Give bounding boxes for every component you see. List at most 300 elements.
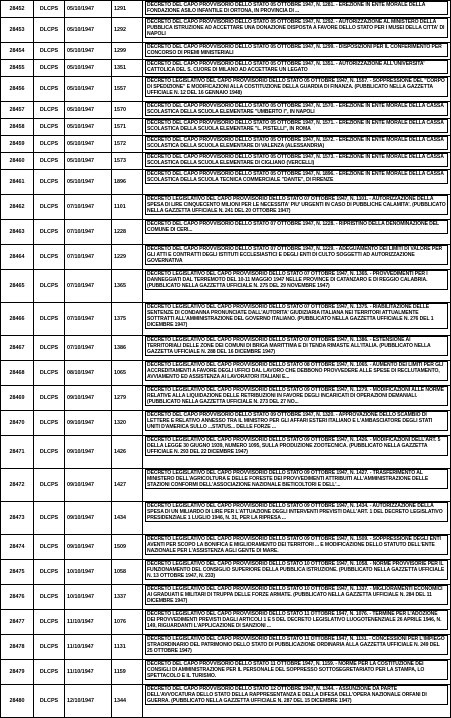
decree-description-cell [143,585,451,610]
decree-number-cell [1,535,34,560]
decree-register-body [1,1,451,718]
decree-type-text: DLCPS [39,179,59,185]
decree-description-text: DECRETO LEGISLATIVO DEL CAPO PROVVISORIO DELLO STATO 11 OTTOBRE 1947, N. 1076. - TERMINE PER L'ADOZIONE DEI PROVVEDIMENTI PREVISTI DAGLI ARTICOLI 1 E 5 DEL DECRETO LEGISLATIVO LUOGOTENENZIALE 26 APRILE 1946, N. 149, RIGUARDANTI L'APPLICAZIONE DI SANZIONI ... [145,610,448,630]
decree-type-cell [34,102,65,119]
decree-act-number-text: 1427 [114,482,126,488]
decree-act-number-text: 1557 [114,86,126,92]
decree-number-text: 28453 [9,27,25,33]
decree-act-number-text: 1896 [114,179,126,185]
decree-description-text: DECRETO DEL CAPO PROVVISORIO DELLO STATO 12 OTTOBRE 1947, N. 1344. - ASSUNZIONE DA PARTE DELL'AVVOCATURA DELLO STATO DELLA RAPPRESENTANZA E DELLA DIFESA DELL'OPERA NAZIONALE ORFANI DI GUERRA. (PUBBLICATO NELLA GAZZETTA UFFICIALE N. 287 DEL 15 DICEMBRE 1947) [145,685,448,705]
decree-date-cell [65,336,112,361]
decree-description-text: DECRETO LEGISLATIVO DEL CAPO PROVVISORIO DELLO STATO 09 OTTOBRE 1947, N. 1434. - AUTORIZZAZIONE DELLA SPESA DI UN MILIARDO DI LIRE PER L'ATTUAZIONE DEGLI INTERVENTI PREVISTI DALL'ART. 1 DEL DECRETO LEGISLATIVO PRESIDENZIALE 1 LUGLIO 1946, N. 31, PER LA RIPRESA ... [145,502,448,522]
decree-date-cell [65,535,112,560]
decree-description-cell [143,270,451,303]
decree-date-cell [65,77,112,102]
decree-number-text: 28479 [9,669,25,675]
table-row [1,220,451,245]
decree-description-cell [143,469,451,502]
decree-type-text: DLCPS [39,229,59,235]
decree-date-cell [65,170,112,195]
decree-number-text: 28464 [9,254,25,260]
decree-number-text: 28455 [9,65,25,71]
decree-act-number-text: 1337 [114,594,126,600]
table-row [1,685,451,718]
decree-date-text: 05/10/1947 [67,48,94,54]
decree-act-number-text: 1344 [114,698,126,704]
decree-number-text: 28462 [9,204,25,210]
decree-date-text: 09/10/1947 [67,482,94,488]
table-row [1,136,451,153]
decree-act-number-text: 1228 [114,229,126,235]
decree-act-number-text: 1065 [114,370,126,376]
decree-description-text: DECRETO LEGISLATIVO DEL CAPO PROVVISORIO DELLO STATO 10 OTTOBRE 1947, N. 1058. - NORME PROVVISORIE PER IL FUNZIONAMENTO DEL CONSIGLIO SUPERIORE DELLA PUBBLICA ISTRUZIONE. (PUBBLICATO NELLA GAZZETTA UFFICIALE N. 13 OTTOBRE 1947, N. 233) [145,560,448,580]
decree-number-text: 28476 [9,594,25,600]
decree-number-cell [1,102,34,119]
decree-description-text: DECRETO LEGISLATIVO DEL CAPO PROVVISORIO DELLO STATO 08 OTTOBRE 1947, N. 1065. - AUMENTO DEI LIMITI PER GLI ACCREDITAMENTI A FAVORE DEGLI UFFICI DAL LAVORO CHE DEBBONO PROVVEDERE ALLE SPESE DI RECLUTAMENTO, AVVIAMENTO ED ASSISTENZA AI LAVORATORI ITALIANI E... [145,361,448,381]
decree-type-cell [34,270,65,303]
decree-type-cell [34,436,65,469]
decree-number-cell [1,560,34,585]
decree-type-cell [34,153,65,170]
decree-type-text: DLCPS [39,254,59,260]
decree-act-number-cell [112,245,143,270]
decree-description-cell [143,436,451,469]
decree-act-number-cell [112,136,143,153]
decree-number-text: 28465 [9,283,25,289]
decree-date-cell [65,560,112,585]
decree-description-cell [143,153,451,170]
decree-description-text: DECRETO LEGISLATIVO DEL CAPO PROVVISORIO DELLO STATO 09 OTTOBRE 1947, N. 1426. - MODIFICAZIONI DELL'ART. 5 DELLA LEGGE 30 GIUGNO 1939, NUMERO 1095, SULLA PRODUZIONE ZOOTECNICA. (PUBBLICATO NELLA GAZZETTA UFFICIALE N. 293 DEL 22 DICEMBRE 1947) [145,436,448,456]
decree-act-number-cell [112,195,143,220]
decree-act-number-text: 1386 [114,345,126,351]
decree-type-text: DLCPS [39,345,59,351]
decree-description-text: DECRETO LEGISLATIVO DEL CAPO PROVVISORIO DELLO STATO 07 OTTOBRE 1947, N. 1101. - AUTORIZZAZIONE DELLA SPESA DI LIRE CINQUECENTO MILIONI PER LE NECESSITA' PIU' URGENTI IN CASO DI PUBBLICHE CALAMITA'. (PUBBLICATO NELLA GAZZETTA UFFICIALE N. 241 DEL 20 OTTOBRE 1947) [145,195,448,215]
table-row [1,585,451,610]
decree-date-text: 05/10/1947 [67,107,94,113]
decree-type-cell [34,303,65,336]
decree-type-text: DLCPS [39,204,59,210]
decree-date-cell [65,195,112,220]
decree-number-cell [1,195,34,220]
decree-act-number-cell [112,469,143,502]
decree-type-cell [34,220,65,245]
decree-description-cell [143,195,451,220]
table-row [1,436,451,469]
decree-date-cell [65,469,112,502]
decree-date-cell [65,136,112,153]
decree-description-text: DECRETO DEL CAPO PROVVISORIO DELLO STATO 07 OTTOBRE 1947, N. 1228. - RIPRISTINO DELLA DENOMINAZIONE DEL COMUNE DI CERI... [145,220,448,234]
decree-description-text: DECRETO DEL CAPO PROVVISORIO DELLO STATO 05 OTTOBRE 1947, N. 1571. - EREZIONE IN ENTE MORALE DELLA CASSA SCOLASTICA DELLA SCUOLA ELEMENTARE "L. PISTELLI", IN ROMA [145,119,448,133]
decree-type-cell [34,136,65,153]
decree-type-text: DLCPS [39,107,59,113]
decree-act-number-text: 1351 [114,65,126,71]
decree-act-number-cell [112,361,143,386]
decree-number-cell [1,1,34,18]
decree-number-text: 28467 [9,345,25,351]
decree-description-text: DECRETO LEGISLATIVO DEL CAPO PROVVISORIO DELLO STATO 09 OTTOBRE 1947, N. 1279. - MODIFICAZIONI ALLE NORME RELATIVE ALLA LIQUIDAZIONE DELLE RETRIBUZIONI IN FAVORE DEGLI INCARICATI DI OPERAZIONI DEMANIALI. (PUBBLICATO NELLA GAZZETTA UFFICIALE N. 273 DEL 27 NO... [145,386,448,406]
decree-date-text: 09/10/1947 [67,449,94,455]
table-row [1,610,451,635]
decree-type-text: DLCPS [39,449,59,455]
decree-number-cell [1,60,34,77]
decree-number-cell [1,153,34,170]
decree-act-number-cell [112,502,143,535]
decree-number-cell [1,386,34,411]
decree-number-text: 28474 [9,544,25,550]
table-row [1,102,451,119]
decree-number-cell [1,469,34,502]
decree-date-cell [65,386,112,411]
decree-type-text: DLCPS [39,27,59,33]
decree-date-cell [65,585,112,610]
decree-number-text: 28459 [9,141,25,147]
decree-description-cell [143,386,451,411]
decree-act-number-text: 1426 [114,449,126,455]
decree-number-cell [1,660,34,685]
decree-act-number-text: 1570 [114,107,126,113]
decree-date-cell [65,685,112,718]
decree-type-text: DLCPS [39,48,59,54]
decree-date-cell [65,361,112,386]
decree-description-text: DECRETO DEL CAPO PROVVISORIO DELLO STATO 05 OTTOBRE 1947, N. 1299. - DISPOSIZIONI PER IL CONFERIMENTO PER CONCORSO DI PREMI MINISTERIALI [145,43,448,57]
decree-date-text: 07/10/1947 [67,345,94,351]
decree-number-text: 28457 [9,107,25,113]
decree-act-number-cell [112,43,143,60]
decree-type-text: DLCPS [39,515,59,521]
decree-type-cell [34,170,65,195]
decree-type-cell [34,60,65,77]
decree-type-cell [34,469,65,502]
decree-date-cell [65,635,112,660]
decree-description-text: DECRETO DEL CAPO PROVVISORIO DELLO STATO 05 OTTOBRE 1947, N. 1572. - EREZIONE IN ENTE MORALE DELLA CASSA SCOLASTICA DELLA SCUOLA ELEMENTARE DI VALENZA (ALESSANDRIA) [145,136,448,150]
decree-number-text: 28478 [9,644,25,650]
decree-date-cell [65,43,112,60]
table-row [1,560,451,585]
decree-date-cell [65,18,112,43]
decree-act-number-text: 1076 [114,619,126,625]
decree-description-cell [143,660,451,685]
decree-number-cell [1,361,34,386]
decree-description-text: DECRETO LEGISLATIVO DEL CAPO PROVVISORIO DELLO STATO 11 OTTOBRE 1947, N. 1131. - CONCESSIONI PER L'IMPIEGO STRAORDINARIO DEL PATRIMONIO DELLO STATO DI PUBBLICAZIONE ORDINARIA ALLA GAZZETTA UFFICIALE N. 249 DEL 25 OTTOBRE 1947) [145,635,448,655]
decree-type-cell [34,119,65,136]
decree-act-number-cell [112,303,143,336]
decree-act-number-cell [112,336,143,361]
decree-number-text: 28473 [9,515,25,521]
table-row [1,18,451,43]
decree-date-text: 08/10/1947 [67,370,94,376]
decree-type-text: DLCPS [39,420,59,426]
decree-description-cell [143,18,451,43]
table-row [1,77,451,102]
decree-type-text: DLCPS [39,86,59,92]
decree-date-cell [65,436,112,469]
table-row [1,502,451,535]
decree-number-cell [1,119,34,136]
decree-number-text: 28454 [9,48,25,54]
decree-act-number-cell [112,411,143,436]
decree-act-number-text: 1291 [114,6,126,12]
decree-description-cell [143,119,451,136]
decree-act-number-text: 1299 [114,48,126,54]
table-row [1,535,451,560]
decree-date-text: 12/10/1947 [67,698,94,704]
decree-date-cell [65,119,112,136]
decree-date-text: 05/10/1947 [67,124,94,130]
decree-act-number-cell [112,1,143,18]
decree-type-cell [34,502,65,535]
decree-type-cell [34,610,65,635]
decree-number-text: 28458 [9,124,25,130]
table-row [1,303,451,336]
decree-number-cell [1,77,34,102]
table-row [1,153,451,170]
decree-type-cell [34,195,65,220]
decree-description-cell [143,411,451,436]
decree-act-number-text: 1375 [114,316,126,322]
decree-act-number-cell [112,585,143,610]
decree-act-number-cell [112,153,143,170]
decree-description-text: DECRETO LEGISLATIVO DEL CAPO PROVVISORIO DELLO STATO 09 OTTOBRE 1947, N. 1427. - TRASFERIMENTO AL MINISTERO DELL'AGRICOLTURA E DELLE FORESTE DEI PROVVEDIMENTI ATTRIBUITI ALL'AMMINISTRAZIONE DELLE STAZIONI CONFORMI DELL'ASSOCIAZIONE NAZIONALE BIETICOLTORI E DELL'... [145,469,448,489]
decree-act-number-text: 1434 [114,515,126,521]
decree-date-cell [65,60,112,77]
decree-description-cell [143,136,451,153]
decree-act-number-cell [112,270,143,303]
decree-date-cell [65,1,112,18]
decree-type-cell [34,245,65,270]
table-row [1,635,451,660]
decree-description-cell [143,220,451,245]
decree-type-cell [34,585,65,610]
decree-date-text: 07/10/1947 [67,204,94,210]
decree-type-cell [34,18,65,43]
decree-date-cell [65,502,112,535]
decree-type-text: DLCPS [39,669,59,675]
decree-type-text: DLCPS [39,65,59,71]
decree-act-number-cell [112,170,143,195]
decree-type-text: DLCPS [39,141,59,147]
decree-act-number-text: 1292 [114,27,126,33]
decree-type-text: DLCPS [39,283,59,289]
decree-type-cell [34,1,65,18]
decree-description-text: DECRETO LEGISLATIVO DEL CAPO PROVVISORIO DELLO STATO 10 OTTOBRE 1947, N. 1337. - MIGLIORAMENTI ECONOMICI AI GRADUATI E MILITARI DI TRUPPA DELLE FORZE ARMATE. (PUBBLICATO NELLA GAZZETTA UFFICIALE N. 284 DEL 11 DICEMBRE 1947) [145,585,448,605]
decree-type-text: DLCPS [39,619,59,625]
table-row [1,1,451,18]
decree-number-cell [1,411,34,436]
decree-number-text: 28463 [9,229,25,235]
decree-type-cell [34,43,65,60]
decree-number-cell [1,18,34,43]
decree-act-number-cell [112,635,143,660]
decree-type-text: DLCPS [39,644,59,650]
decree-number-text: 28460 [9,158,25,164]
decree-act-number-cell [112,220,143,245]
decree-number-text: 28468 [9,370,25,376]
decree-act-number-text: 1279 [114,395,126,401]
decree-type-cell [34,635,65,660]
decree-date-text: 07/10/1947 [67,283,94,289]
decree-description-cell [143,502,451,535]
decree-number-cell [1,685,34,718]
decree-type-cell [34,336,65,361]
decree-type-cell [34,77,65,102]
decree-date-cell [65,270,112,303]
decree-act-number-cell [112,560,143,585]
decree-description-text: DECRETO DEL CAPO PROVVISORIO DELLO STATO 05 OTTOBRE 1947, N. 1351. - AUTORIZZAZIONE ALL'UNIVERSITA' CATTOLICA DEL S. CUORE DI MILANO AD ACCETTARE UN LEGATO [145,60,448,74]
decree-number-cell [1,336,34,361]
decree-description-cell [143,245,451,270]
decree-number-text: 28475 [9,569,25,575]
decree-number-cell [1,220,34,245]
decree-act-number-text: 1159 [114,669,126,675]
decree-type-cell [34,386,65,411]
decree-date-cell [65,660,112,685]
table-row [1,411,451,436]
decree-number-text: 28477 [9,619,25,625]
decree-description-cell [143,560,451,585]
decree-number-text: 28469 [9,395,25,401]
decree-date-cell [65,411,112,436]
table-row [1,60,451,77]
decree-act-number-text: 1320 [114,420,126,426]
decree-type-text: DLCPS [39,569,59,575]
decree-number-cell [1,635,34,660]
decree-type-text: DLCPS [39,544,59,550]
decree-act-number-cell [112,102,143,119]
decree-type-text: DLCPS [39,594,59,600]
decree-description-text: DECRETO DEL CAPO PROVVISORIO DELLO STATO 05 OTTOBRE 1947, N. 1281. - EREZIONE IN ENTE MORALE DELLA FONDAZIONE ASILO INFANTILE DI ORTONA, IN PROVINCIA DI ... [145,1,448,15]
decree-description-text: DECRETO LEGISLATIVO DEL CAPO PROVVISORIO DELLO STATO 05 OTTOBRE 1947, N. 1557. - SOPPRESSIONE DEL "CORPO DI SPEDIZIONE" E MODIFICAZIONI ALLA COSTITUZIONE DELLA GUARDIA DI FINANZA. (PUBBLICATO NELLA GAZZETTA UFFICIALE N. 12 DEL 16 GENNAIO 1948) [145,77,448,97]
decree-date-cell [65,303,112,336]
decree-date-text: 10/10/1947 [67,594,94,600]
decree-act-number-cell [112,60,143,77]
decree-type-text: DLCPS [39,395,59,401]
decree-description-cell [143,102,451,119]
decree-type-cell [34,535,65,560]
decree-date-text: 09/10/1947 [67,544,94,550]
decree-act-number-text: 1573 [114,158,126,164]
table-row [1,361,451,386]
decree-number-cell [1,436,34,469]
decree-act-number-cell [112,18,143,43]
decree-date-text: 05/10/1947 [67,6,94,12]
decree-description-cell [143,77,451,102]
table-row [1,469,451,502]
table-row [1,270,451,303]
decree-type-text: DLCPS [39,482,59,488]
decree-number-text: 28470 [9,420,25,426]
decree-date-cell [65,102,112,119]
decree-description-text: DECRETO DEL CAPO PROVVISORIO DELLO STATO 05 OTTOBRE 1947, N. 1570. - EREZIONE IN ENTE MORALE DELLA CASSA SCOLASTICA DELLA SCUOLA ELEMENTARE "UMBERTO I", IN NAPOLI [145,102,448,116]
decree-date-text: 10/10/1947 [67,569,94,575]
decree-description-text: DECRETO LEGISLATIVO DEL CAPO PROVVISORIO DELLO STATO 09 OTTOBRE 1947, N. 1509. - SOPPRESSIONE DEGLI ENTI AVENTI PER SCOPO LA BONIFICA E MIGLIORAMENTO DEI TERRITORI ... E MODIFICAZIONE DELLO STATUTO DELL'ENTE NAZIONALE PER L'ASSISTENZA AGLI GENTE DI MARE. [145,535,448,555]
decree-type-text: DLCPS [39,316,59,322]
decree-act-number-text: 1101 [114,204,126,210]
decree-date-text: 09/10/1947 [67,515,94,521]
table-row [1,170,451,195]
decree-date-cell [65,153,112,170]
decree-type-cell [34,685,65,718]
decree-description-text: DECRETO LEGISLATIVO DEL CAPO PROVVISORIO DELLO STATO 07 OTTOBRE 1947, N. 1386. - ESTENSIONE AI TERRITORIALI DELLE ZONE DEI COMUNI DI BRIGA MARITTIMA E DI TENDA RIMASTE ALL'ITALIA. (PUBBLICATO NELLA GAZZETTA UFFICIALE N. 288 DEL 16 DICEMBRE 1947) [145,336,448,356]
decree-act-number-cell [112,436,143,469]
decree-date-text: 05/10/1947 [67,86,94,92]
decree-date-text: 07/10/1947 [67,316,94,322]
decree-act-number-cell [112,386,143,411]
decree-act-number-text: 1229 [114,254,126,260]
decree-date-text: 05/10/1947 [67,27,94,33]
decree-type-cell [34,660,65,685]
decree-type-text: DLCPS [39,370,59,376]
decree-description-cell [143,635,451,660]
decree-type-cell [34,560,65,585]
table-row [1,336,451,361]
decree-date-text: 05/10/1947 [67,141,94,147]
decree-act-number-text: 1365 [114,283,126,289]
decree-date-text: 05/10/1947 [67,179,94,185]
decree-date-cell [65,245,112,270]
decree-description-cell [143,303,451,336]
decree-description-text: DECRETO DEL CAPO PROVVISORIO DELLO STATO 07 OTTOBRE 1947, N. 1229. - ADEGUAMENTO DEI LIMITI DI VALORE PER GLI ATTI E CONTRATTI DEGLI ISTITUTI ECCLESIASTICI E DEGLI ENTI DI CULTO SOGGETTI AD AUTORIZZAZIONE GOVERNATIVA [145,245,448,265]
decree-act-number-cell [112,685,143,718]
decree-act-number-cell [112,535,143,560]
decree-description-cell [143,610,451,635]
decree-act-number-cell [112,610,143,635]
decree-date-cell [65,610,112,635]
decree-number-cell [1,303,34,336]
decree-number-cell [1,502,34,535]
decree-number-cell [1,270,34,303]
decree-number-text: 28461 [9,179,25,185]
decree-number-cell [1,610,34,635]
decree-number-text: 28456 [9,86,25,92]
decree-type-cell [34,361,65,386]
decree-type-text: DLCPS [39,6,59,12]
decree-date-text: 09/10/1947 [67,395,94,401]
decree-date-text: 05/10/1947 [67,158,94,164]
decree-type-text: DLCPS [39,124,59,130]
decree-description-text: DECRETO DEL CAPO PROVVISORIO DELLO STATO 11 OTTOBRE 1947, N. 1159. - NORME PER LA COSTITUZIONE DEI CONSIGLI DI AMMINISTRAZIONE PER IL PERSONALE DEL SOPPRESSO SOTTOSEGRETARIATO PER LA STAMPA, LO SPETTACOLO E IL TURISMO. [145,660,448,680]
decree-description-text: DECRETO DEL CAPO PROVVISORIO DELLO STATO 05 OTTOBRE 1947, N. 1292. - AUTORIZZAZIONE AL MINISTERO DELLA PUBBLICA ISTRUZIONE AD ACCETTARE UNA DONAZIONE DISPOSTA A FAVORE DELLO STATO PER I MUSEI DELLA CITTA' DI NAPOLI [145,18,448,38]
decree-description-cell [143,535,451,560]
decree-description-text: DECRETO DEL CAPO PROVVISORIO DELLO STATO 05 OTTOBRE 1947, N. 1573. - EREZIONE IN ENTE MORALE DELLA CASSA SCOLASTICA DELLA SCUOLA ELEMENTARE DI CIGLIANO (VERCELLI) [145,153,448,167]
decree-description-cell [143,361,451,386]
table-row [1,43,451,60]
decree-date-text: 11/10/1947 [67,669,94,675]
decree-type-text: DLCPS [39,158,59,164]
decree-act-number-text: 1509 [114,544,126,550]
decree-date-cell [65,220,112,245]
table-row [1,245,451,270]
decree-description-text: DECRETO DEL CAPO PROVVISORIO DELLO STATO 05 OTTOBRE 1947, N. 1896. - EREZIONE IN ENTE MORALE DELLA CASSA SCOLASTICA DELLA SCUOLA TECNICA COMMERCIALE "DANTE", DI FIRENZE [145,170,448,184]
decree-act-number-text: 1131 [114,644,126,650]
decree-date-text: 09/10/1947 [67,420,94,426]
decree-number-cell [1,585,34,610]
decree-number-text: 28466 [9,316,25,322]
decree-number-text: 28480 [9,698,25,704]
decree-type-text: DLCPS [39,698,59,704]
decree-description-cell [143,43,451,60]
decree-description-cell [143,1,451,18]
decree-number-cell [1,136,34,153]
decree-number-text: 28471 [9,449,25,455]
decree-act-number-text: 1571 [114,124,126,130]
decree-date-text: 05/10/1947 [67,65,94,71]
decree-description-cell [143,170,451,195]
decree-description-cell [143,60,451,77]
decree-date-text: 11/10/1947 [67,644,94,650]
table-row [1,660,451,685]
decree-act-number-text: 1058 [114,569,126,575]
decree-date-text: 11/10/1947 [67,619,94,625]
